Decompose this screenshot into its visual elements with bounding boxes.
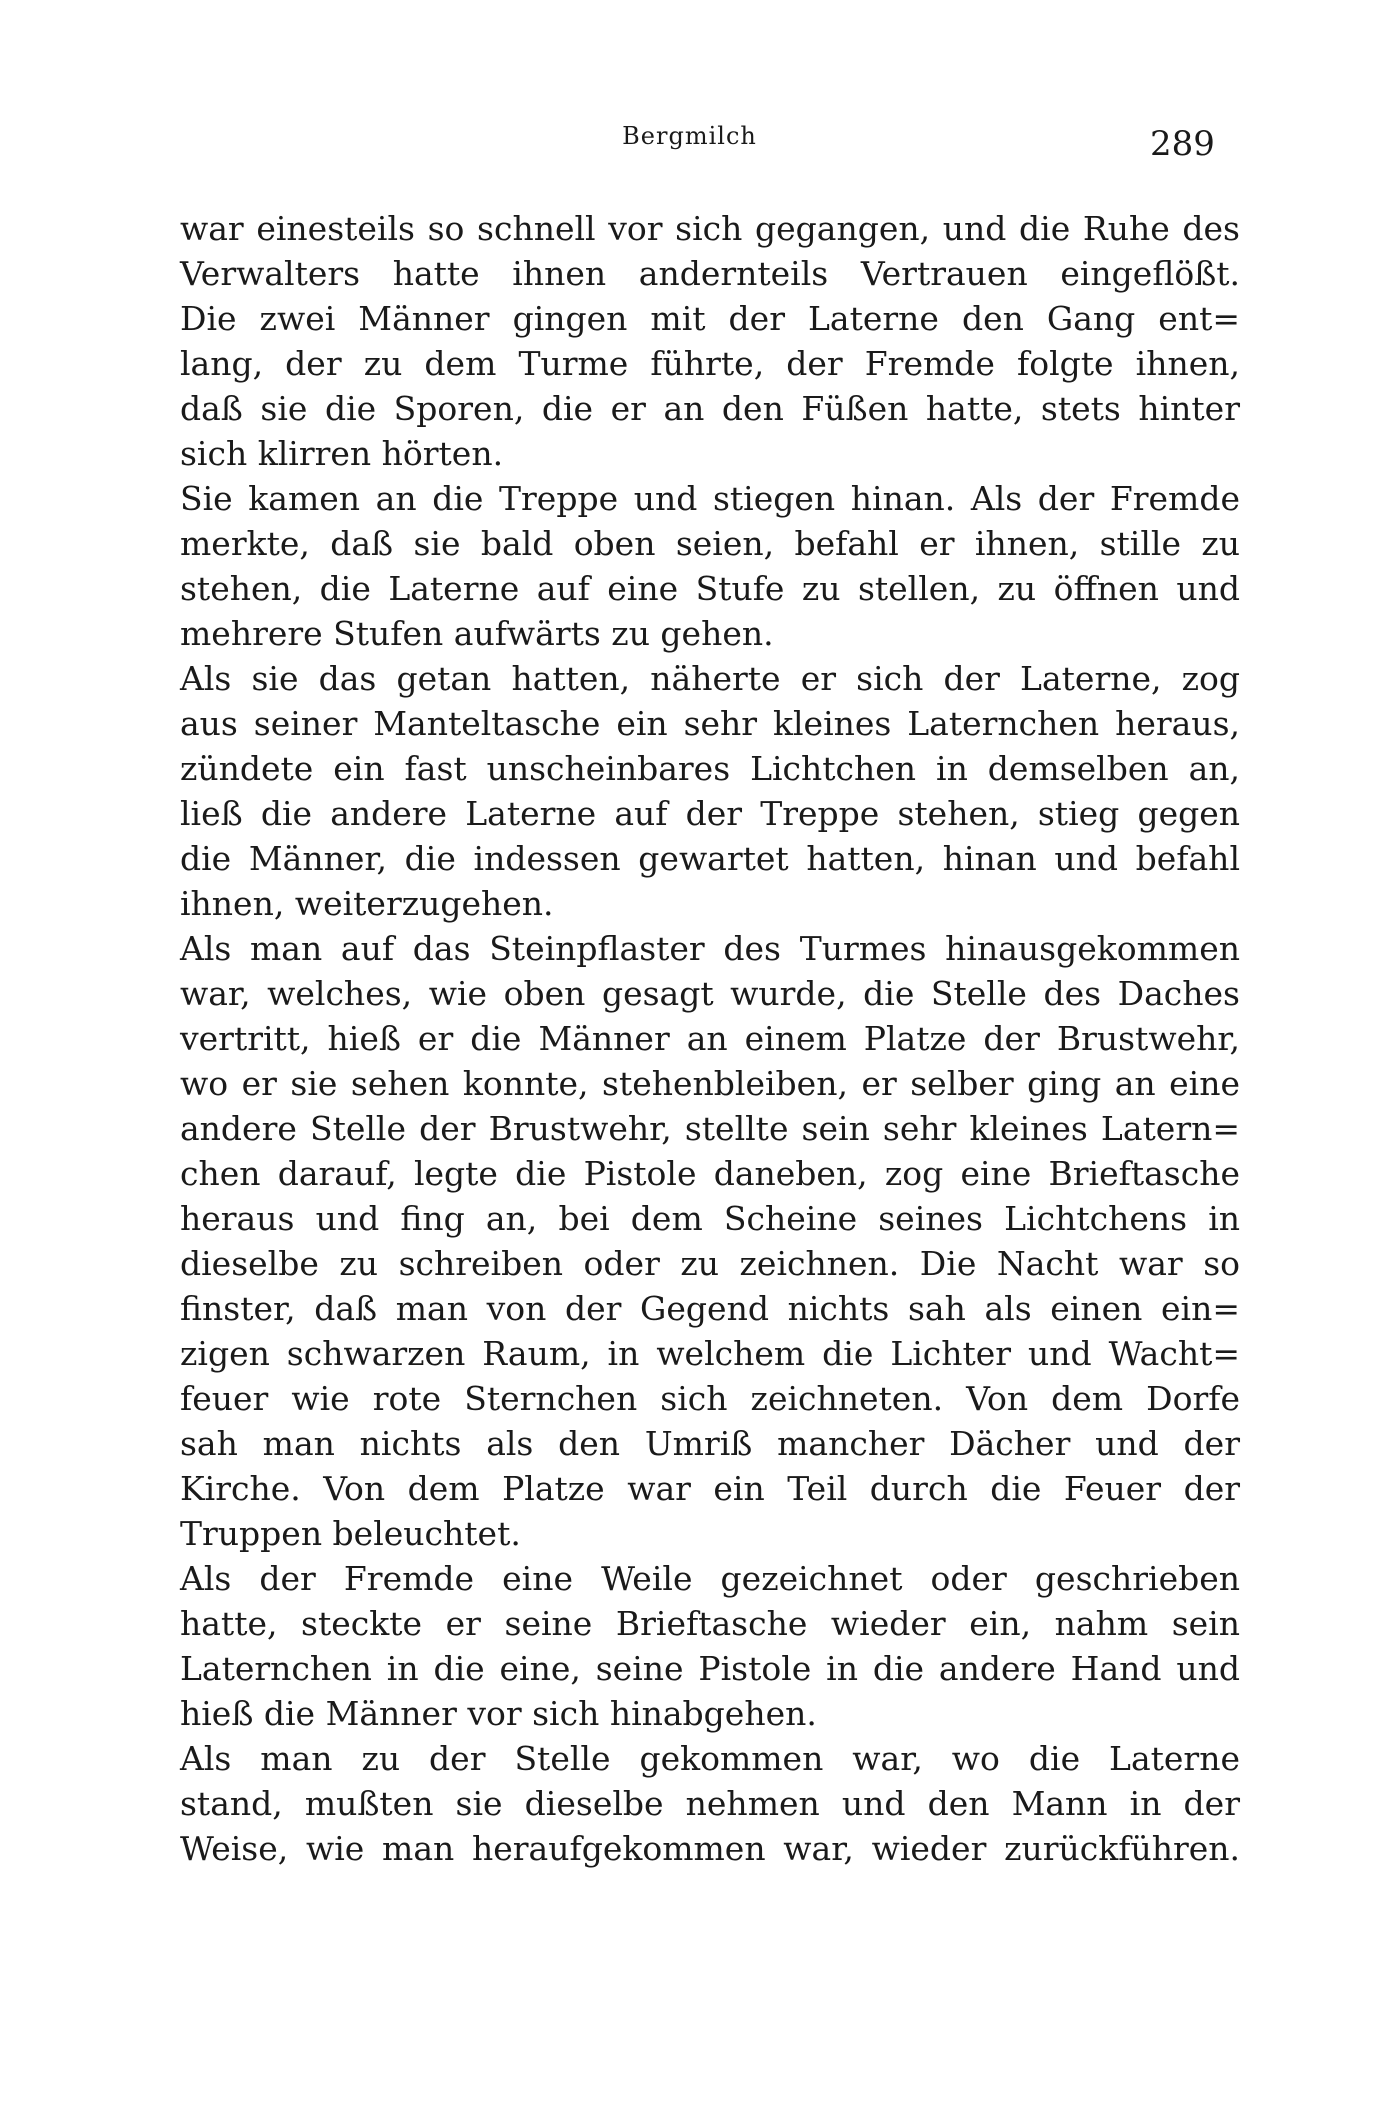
text-line: daß sie die Sporen, die er an den Füßen hatte, stets hinter: [180, 389, 1240, 428]
text-line: zigen schwarzen Raum, in welchem die Lichter und Wacht=: [180, 1334, 1240, 1373]
running-title: Bergmilch: [622, 122, 757, 150]
text-line: andere Stelle der Brustwehr, stellte sein sehr kleines Latern=: [180, 1109, 1240, 1148]
text-line: finster, daß man von der Gegend nichts sah als einen ein=: [180, 1289, 1240, 1328]
text-line: zündete ein fast unscheinbares Lichtchen in demselben an,: [180, 749, 1240, 788]
text-line: Als der Fremde eine Weile gezeichnet oder geschrieben: [180, 1559, 1240, 1598]
text-line: vertritt, hieß er die Männer an einem Platze der Brustwehr,: [180, 1019, 1240, 1058]
text-line: war einesteils so schnell vor sich gegangen, und die Ruhe des: [180, 209, 1240, 248]
text-line: sah man nichts als den Umriß mancher Dächer und der: [180, 1424, 1240, 1463]
text-line: Truppen beleuchtet.: [180, 1514, 521, 1553]
text-line: Als man zu der Stelle gekommen war, wo die Laterne: [180, 1739, 1240, 1778]
text-line: hieß die Männer vor sich hinabgehen.: [180, 1694, 817, 1733]
text-line: Sie kamen an die Treppe und stiegen hinan. Als der Fremde: [180, 479, 1240, 518]
text-line: merkte, daß sie bald oben seien, befahl er ihnen, stille zu: [180, 524, 1240, 563]
text-line: Als sie das getan hatten, näherte er sich der Laterne, zog: [180, 659, 1240, 698]
text-line: stehen, die Laterne auf eine Stufe zu stellen, zu öffnen und: [180, 569, 1240, 608]
text-line: Als man auf das Steinpflaster des Turmes hinausgekommen: [180, 929, 1240, 968]
text-line: stand, mußten sie dieselbe nehmen und den Mann in der: [180, 1784, 1240, 1823]
text-line: feuer wie rote Sternchen sich zeichneten. Von dem Dorfe: [180, 1379, 1240, 1418]
text-line: Verwalters hatte ihnen andernteils Vertrauen eingeflößt.: [180, 254, 1240, 293]
text-line: die Männer, die indessen gewartet hatten, hinan und befahl: [180, 839, 1240, 878]
text-line: lang, der zu dem Turme führte, der Fremde folgte ihnen,: [180, 344, 1240, 383]
text-line: aus seiner Manteltasche ein sehr kleines Laternchen heraus,: [180, 704, 1240, 743]
text-line: ihnen, weiterzugehen.: [180, 884, 554, 923]
text-line: sich klirren hörten.: [180, 434, 504, 473]
body-text: [180, 206, 1240, 1871]
text-line: dieselbe zu schreiben oder zu zeichnen. Die Nacht war so: [180, 1244, 1240, 1283]
text-line: mehrere Stufen aufwärts zu gehen.: [180, 614, 774, 653]
page-number: 289: [1150, 124, 1215, 164]
text-line: Kirche. Von dem Platze war ein Teil durch die Feuer der: [180, 1469, 1240, 1508]
text-line: Die zwei Männer gingen mit der Laterne den Gang ent=: [180, 299, 1240, 338]
text-line: hatte, steckte er seine Brieftasche wieder ein, nahm sein: [180, 1604, 1240, 1643]
text-line: chen darauf, legte die Pistole daneben, zog eine Brieftasche: [180, 1154, 1240, 1193]
text-line: heraus und fing an, bei dem Scheine seines Lichtchens in: [180, 1199, 1240, 1238]
text-line: Laternchen in die eine, seine Pistole in die andere Hand und: [180, 1649, 1240, 1688]
text-line: ließ die andere Laterne auf der Treppe stehen, stieg gegen: [180, 794, 1240, 833]
text-line: wo er sie sehen konnte, stehenbleiben, er selber ging an eine: [180, 1064, 1240, 1103]
text-line: war, welches, wie oben gesagt wurde, die Stelle des Daches: [180, 974, 1240, 1013]
text-line: Weise, wie man heraufgekommen war, wieder zurückführen.: [180, 1829, 1240, 1868]
